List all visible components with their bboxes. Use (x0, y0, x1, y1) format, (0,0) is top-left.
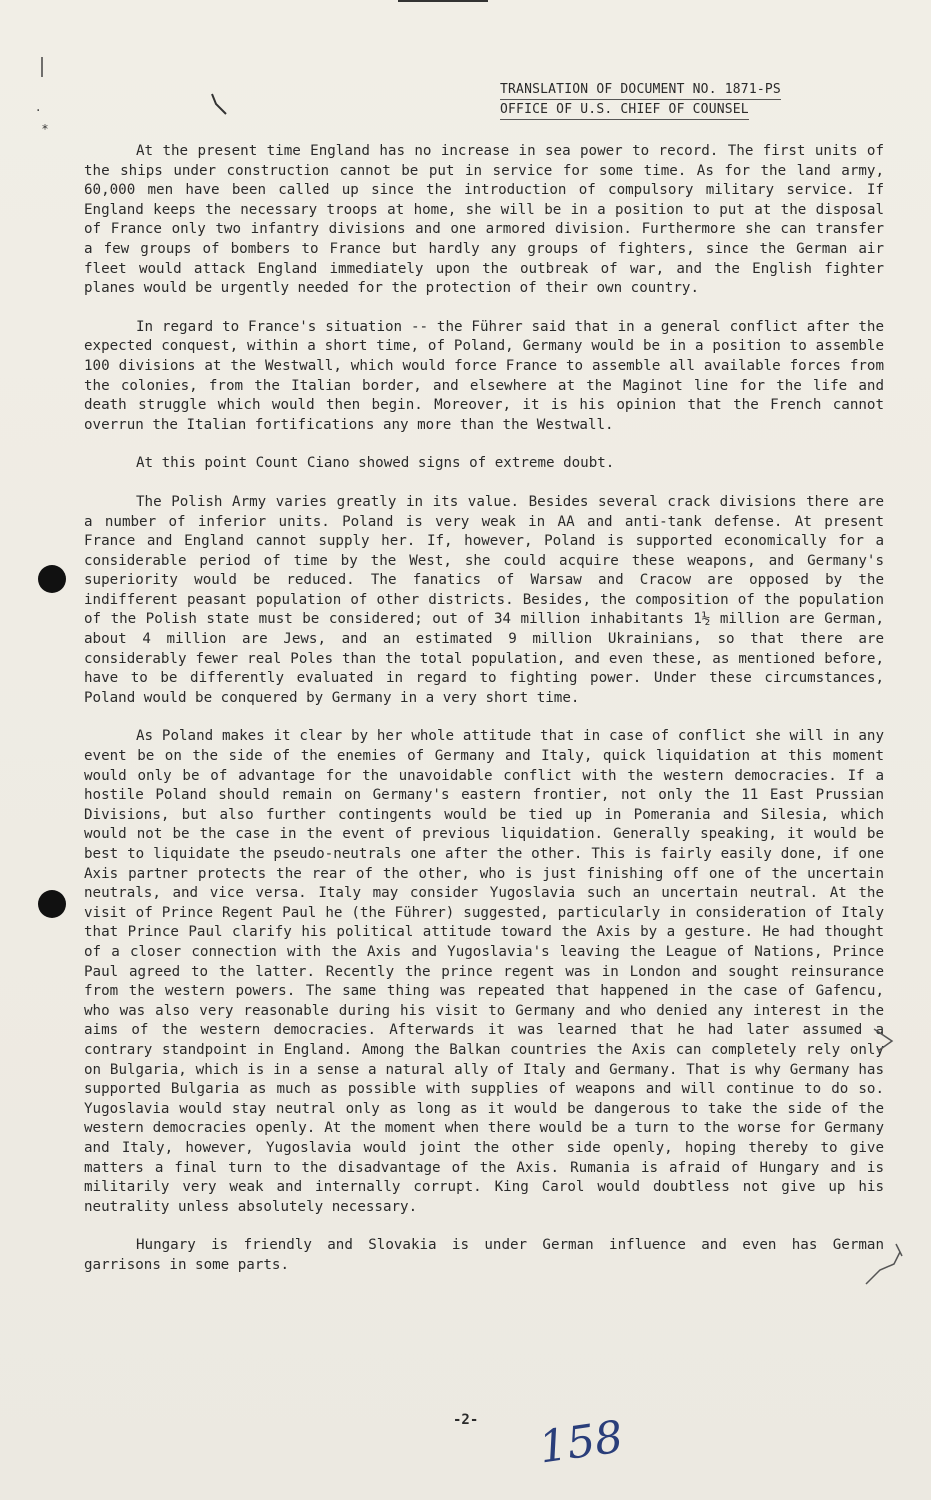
punch-hole-upper (38, 565, 66, 593)
header-office: OFFICE OF U.S. CHIEF OF COUNSEL (500, 100, 749, 120)
paragraph-england: At the present time England has no increase in sea power to record. The first units of the ships under construction cannot be put in service for some time. As for the land army, 60,000 men have been called up since the introduction of compulsory military service. If England keeps the necessary troops at home, she will be in a position to put at the disposal of France only two infantry divisions and one armored division. Furthermore she can transfer a few groups of bombers to France but hardly any groups of fighters, since the German air fleet would attack England immediately upon the outbreak of war, and the English fighter planes would be urgently needed for the protection of their own country. (84, 143, 884, 297)
svg-text:·: · (36, 103, 41, 119)
paragraph-hungary: Hungary is friendly and Slovakia is under German influence and even has German garrisons in some parts. (84, 1237, 884, 1273)
top-edge-mark (398, 0, 488, 2)
paragraph-ciano: At this point Count Ciano showed signs of extreme doubt. (136, 455, 615, 472)
margin-pen-marks (30, 55, 60, 135)
paragraph-polish-army: The Polish Army varies greatly in its value. Besides several crack divisions there are a number of inferior units. Poland is very weak in AA and anti-tank defense. At present France and England cannot supply her. If, however, Poland is supported economically for a considerable period of time by the West, she could acquire these weapons, and Germany's superiority would be reduced. The fanatics of Warsaw and Cracow are opposed by the indifferent peasant population of other districts. Besides, the composition of the population of the Polish state must be considered; out of 34 million inhabitants 1½ million are German, about 4 million are Jews, and an estimated 9 million Ukrainians, so that there are considerably fewer real Poles than the total population, and even these, as mentioned before, have to be differently evaluated in regard to fighting power. Under these circumstances, Poland would be conquered by Germany in a very short time. (84, 493, 884, 706)
paragraph-poland-conflict: As Poland makes it clear by her whole attitude that in case of conflict she will in any event be on the side of the enemies of Germany and Italy, quick liquidation at this moment would only be of advantage for the unavoidable conflict with the western democracies. If a hostile Poland should remain on Germany's eastern frontier, not only the 11 East Prussian Divisions, but also further contingents would be tied up in Pomerania and Silesia, which would not be the case in the event of previous liquidation. Generally speaking, it would be best to liquidate the pseudo-neutrals one after the other. This is fairly easily done, if one Axis partner protects the rear of the other, who is just finishing off one of the uncertain neutrals, and vice versa. Italy may consider Yugoslavia such an uncertain neutral. At the visit of Prince Regent Paul he (the Führer) suggested, particularly in consideration of Italy that Prince Paul clarify his political attitude toward the Axis by a gesture. He had thought of a closer connection with the Axis and Yugoslavia's leaving the League of Nations, Prince Paul agreed to the latter. Recently the prince regent was in London and sought reinsurance from the western powers. The same thing was repeated that happened in the case of Gafencu, who was also very reasonable during his visit to Germany and who denied any interest in the aims of the western democracies. Afterwards it was learned that he had later assumed a contrary standpoint in England. Among the Balkan countries the Axis can completely rely only on Bulgaria, which is in a sense a natural ally of Italy and Germany. That is why Germany has supported Bulgaria as much as possible with supplies of weapons and will continue to do so. Yugoslavia would stay neutral only as long as it would be dangerous to take the side of the western democracies openly. At the moment when there would be a turn to the worse for Germany and Italy, however, Yugoslavia would joint the other side openly, hoping thereby to give matters a final turn to the disadvantage of the Axis. Rumania is afraid of Hungary and is militarily very weak and internally corrupt. King Carol would doubtless not give up his neutrality unless absolutely necessary. (84, 728, 884, 1215)
margin-check-mark (860, 1240, 910, 1300)
handwritten-number-text: 158 (535, 1411, 627, 1474)
header-title: TRANSLATION OF DOCUMENT NO. 1871-PS (500, 80, 781, 100)
svg-text:*: * (42, 122, 48, 135)
handwritten-page-number (530, 1395, 640, 1475)
tick-mark-icon (208, 92, 230, 118)
punch-hole-lower (38, 890, 66, 918)
page-number: -2- (453, 1412, 479, 1428)
margin-arrow-mark (872, 1025, 912, 1075)
paragraph-france: In regard to France's situation -- the Führer said that in a general conflict after the expected conquest, within a short time, of Poland, Germany would be in a position to assemble 100 divisions at the Westwall, which would force France to assemble all available forces from the colonies, from the Italian border, and elsewhere at the Maginot line for the life and death struggle which would then begin. Moreover, it is his opinion that the French cannot overrun the Italian fortifications any more than the Westwall. (84, 318, 884, 433)
document-body (84, 142, 884, 1294)
document-header (500, 80, 850, 120)
